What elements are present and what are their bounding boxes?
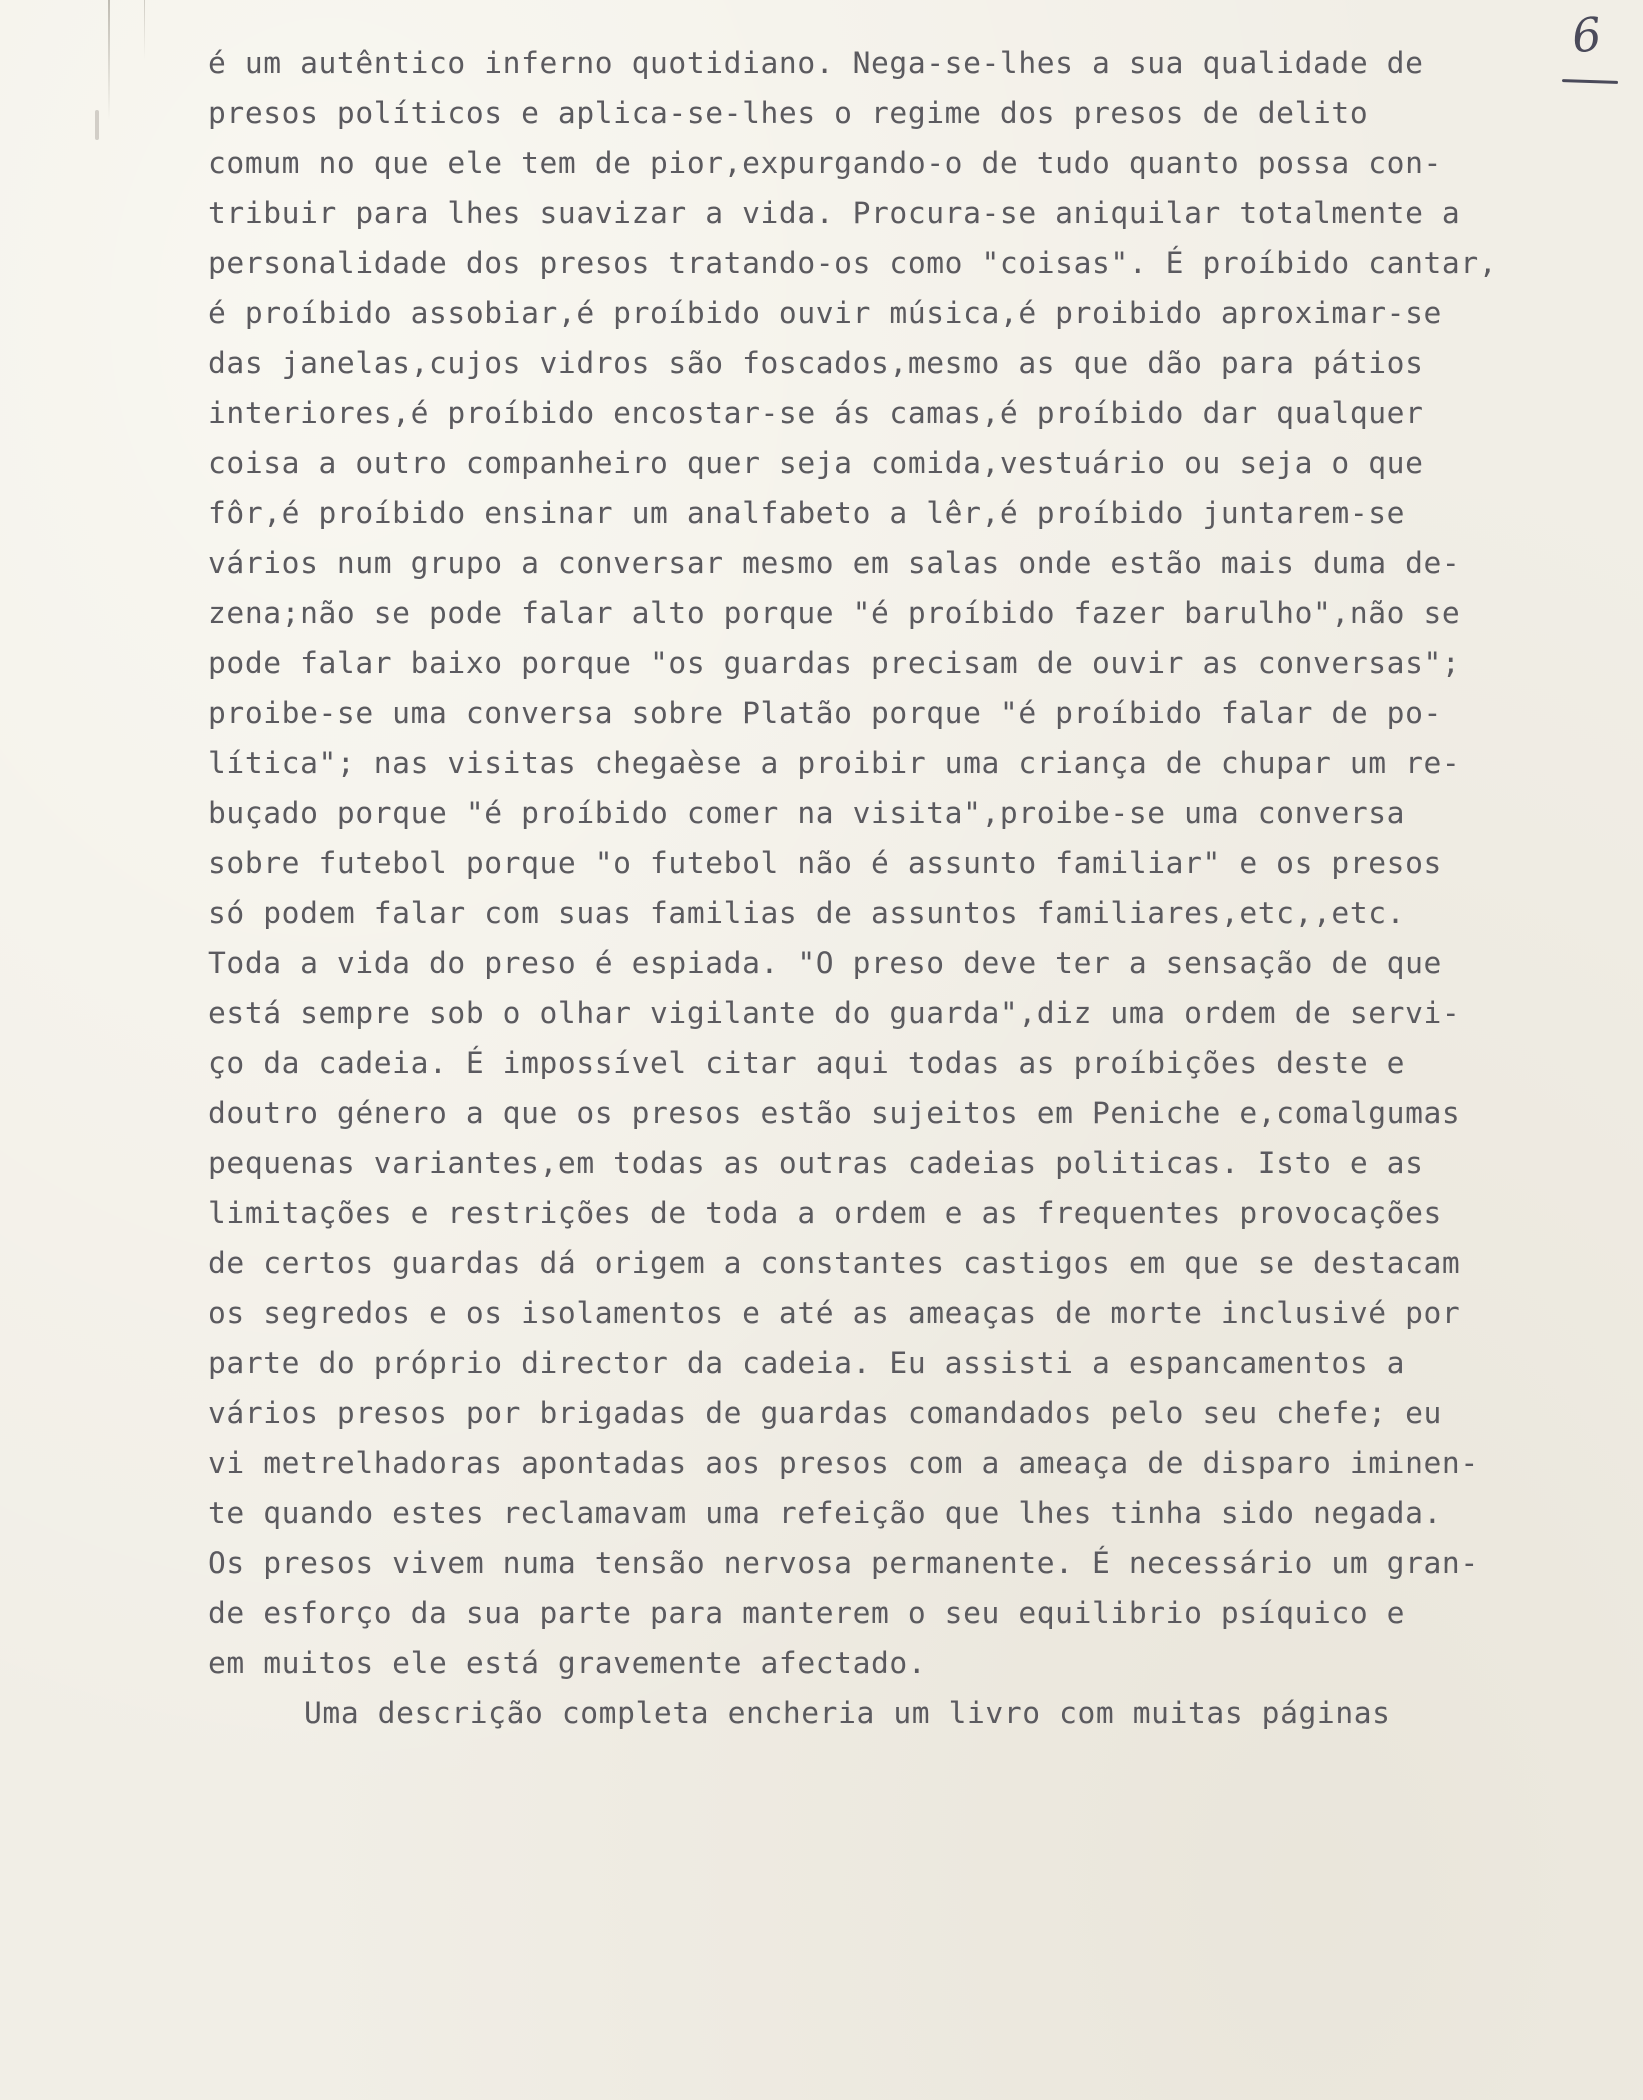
text-line: Toda a vida do preso é espiada. "O preso deve ter a sensação de que — [208, 946, 1442, 980]
text-line: proibe-se uma conversa sobre Platão porque "é proíbido falar de po- — [208, 696, 1442, 730]
text-line: limitações e restrições de toda a ordem e as frequentes provocações — [208, 1196, 1442, 1230]
text-line: te quando estes reclamavam uma refeição que lhes tinha sido negada. — [208, 1496, 1442, 1530]
text-line: ço da cadeia. É impossível citar aqui todas as proíbições deste e — [208, 1046, 1406, 1080]
text-line: vários num grupo a conversar mesmo em salas onde estão mais duma de- — [208, 546, 1461, 580]
text-line: em muitos ele está gravemente afectado. — [208, 1646, 927, 1680]
text-line: pequenas variantes,em todas as outras cadeias politicas. Isto e as — [208, 1146, 1424, 1180]
text-line: personalidade dos presos tratando-os como "coisas". É proíbido cantar, — [208, 246, 1498, 280]
text-line: parte do próprio director da cadeia. Eu assisti a espancamentos a — [208, 1346, 1406, 1380]
text-line: fôr,é proíbido ensinar um analfabeto a lêr,é proíbido juntarem-se — [208, 496, 1406, 530]
text-line: buçado porque "é proíbido comer na visita",proibe-se uma conversa — [208, 796, 1406, 830]
margin-smudge — [95, 110, 99, 140]
paragraph-start-line: Uma descrição completa encheria um livro com muitas páginas — [304, 1696, 1391, 1730]
text-line: pode falar baixo porque "os guardas precisam de ouvir as conversas"; — [208, 646, 1461, 680]
text-line: comum no que ele tem de pior,expurgando-o de tudo quanto possa con- — [208, 146, 1442, 180]
paper-scratch-mark — [144, 0, 145, 60]
text-line: tribuir para lhes suavizar a vida. Procura-se aniquilar totalmente a — [208, 196, 1461, 230]
text-line: coisa a outro companheiro quer seja comida,vestuário ou seja o que — [208, 446, 1424, 480]
text-line: só podem falar com suas familias de assuntos familiares,etc,,etc. — [208, 896, 1406, 930]
text-line: vários presos por brigadas de guardas comandados pelo seu chefe; eu — [208, 1396, 1442, 1430]
text-line: interiores,é proíbido encostar-se ás camas,é proíbido dar qualquer — [208, 396, 1424, 430]
handwritten-page-number: 6 — [1569, 6, 1605, 64]
text-line: é proíbido assobiar,é proíbido ouvir música,é proibido aproximar-se — [208, 296, 1442, 330]
text-line: é um autêntico inferno quotidiano. Nega-se-lhes a sua qualidade de — [208, 46, 1424, 80]
text-line: lítica"; nas visitas chegaèse a proibir uma criança de chupar um re- — [208, 746, 1461, 780]
text-line: Os presos vivem numa tensão nervosa permanente. É necessário um gran- — [208, 1546, 1479, 1580]
text-line: doutro género a que os presos estão sujeitos em Peniche e,comalgumas — [208, 1096, 1461, 1130]
text-line: os segredos e os isolamentos e até as ameaças de morte inclusivé por — [208, 1296, 1461, 1330]
text-line: vi metrelhadoras apontadas aos presos com a ameaça de disparo iminen- — [208, 1446, 1479, 1480]
text-line: de esforço da sua parte para manterem o seu equilibrio psíquico e — [208, 1596, 1406, 1630]
typewritten-body — [208, 38, 1628, 1738]
text-line: das janelas,cujos vidros são foscados,mesmo as que dão para pátios — [208, 346, 1424, 380]
text-line: sobre futebol porque "o futebol não é assunto familiar" e os presos — [208, 846, 1442, 880]
text-line: presos políticos e aplica-se-lhes o regime dos presos de delito — [208, 96, 1369, 130]
text-line: está sempre sob o olhar vigilante do guarda",diz uma ordem de servi- — [208, 996, 1461, 1030]
paper-crease-mark — [108, 0, 110, 120]
text-line: de certos guardas dá origem a constantes castigos em que se destacam — [208, 1246, 1461, 1280]
text-line: zena;não se pode falar alto porque "é proíbido fazer barulho",não se — [208, 596, 1461, 630]
